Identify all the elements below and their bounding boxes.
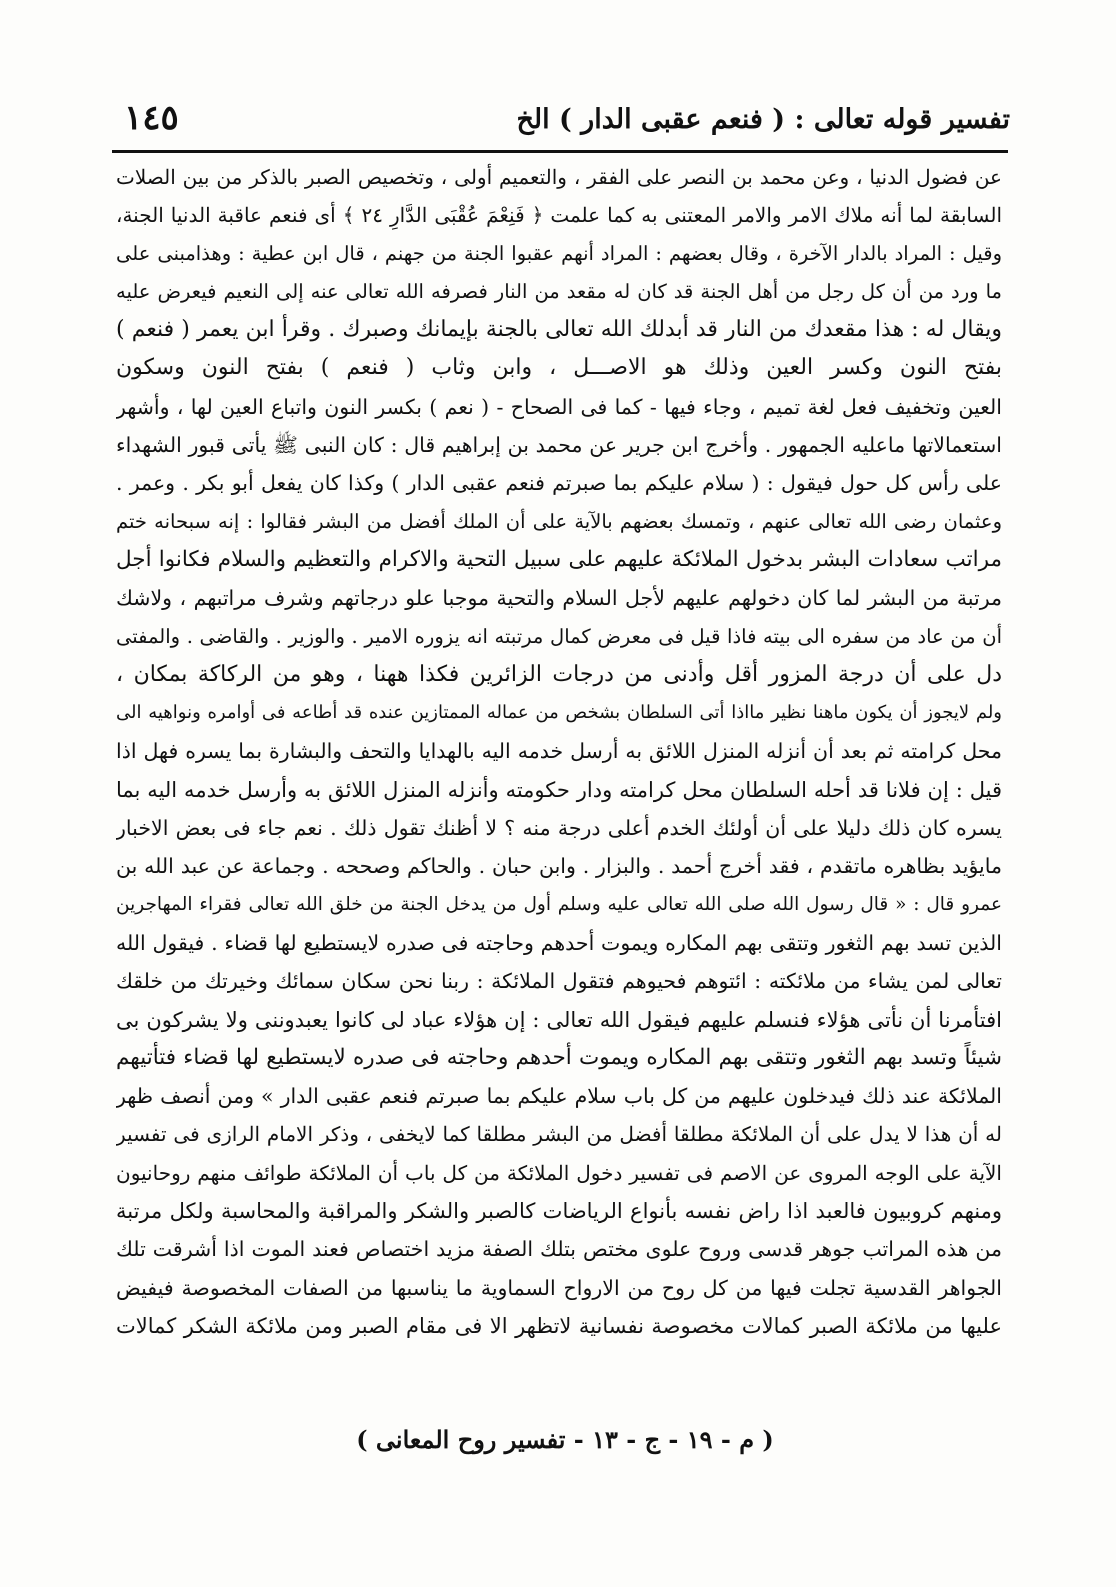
- text-line: مراتب سعادات البشر بدخول الملائكة عليهم على سبيل التحية والاكرام والتعظيم والسلام فكانوا أجل: [116, 546, 1002, 572]
- text-line: مايؤيد بظاهره ماتقدم ، فقد أخرج أحمد . والبزار . وابن حبان . والحاكم وصححه . وجماعة عن عبد الله بن: [116, 854, 1002, 879]
- text-line: عليها من ملائكة الصبر كمالات مخصوصة نفسانية لاتظهر الا فى مقام الصبر ومن ملائكة الشكر كمالات: [116, 1313, 1002, 1338]
- text-line: محل كرامته ثم بعد أن أنزله المنزل اللائق به أرسل خدمه اليه بالهدايا والتحف والبشارة بما يسره فهل اذا: [116, 739, 1002, 764]
- text-line: السابقة لما أنه ملاك الامر والامر المعتنى به كما علمت ﴿ فَنِعْمَ عُقْبَى الدَّارِ ٢٤ ﴾ أى فنعم عاقبة الدنيا الجنة،: [116, 203, 1002, 228]
- text-line: الملائكة عند ذلك فيدخلون عليهم من كل باب سلام عليكم بما صبرتم فنعم عقبى الدار » ومن أنصف ظهر: [116, 1084, 1002, 1109]
- text-line: استعمالاتها ماعليه الجمهور . وأخرج ابن جرير عن محمد بن إبراهيم قال : كان النبى ﷺ يأتى قبور الشهداء: [116, 433, 1002, 458]
- text-line: تعالى لمن يشاء من ملائكته : ائتوهم فحيوهم فتقول الملائكة : ربنا نحن سكان سمائك وخيرتك من خلقك: [116, 969, 1002, 994]
- text-line: ولم لايجوز أن يكون ماهنا نظير مااذا أتى السلطان بشخص من عماله الممتازين عنده قد أطاعه فى أوامره ونواهيه الى: [116, 702, 1002, 724]
- text-line: مرتبة من البشر لما كان دخولهم عليهم لأجل السلام والتحية موجبا علو درجاتهم وشرف مراتبهم ، ولاشك: [116, 586, 1002, 611]
- text-line: أن من عاد من سفره الى بيته فاذا قيل فى معرض كمال مرتبته انه يزوره الامير . والوزير . والقاضى . والمفتى: [116, 624, 1002, 648]
- page-number: ١٤٥: [124, 98, 179, 138]
- text-line: قيل : إن فلانا قد أحله السلطان محل كرامته ودار حكومته وأنزله المنزل اللائق به وأرسل خدمه اليه بما: [116, 777, 1002, 802]
- text-line: ويقال له : هذا مقعدك من النار قد أبدلك الله تعالى بالجنة بإيمانك وصبرك . وقرأ ابن يعمر ( فنعم ): [116, 317, 1002, 343]
- text-line: له أن هذا لا يدل على أن الملائكة مطلقا أفضل من البشر مطلقا كما لايخفى ، وذكر الامام الرازى فى تفسير: [116, 1122, 1002, 1147]
- text-line: العين وتخفيف فعل لغة تميم ، وجاء فيها - كما فى الصحاح - ( نعم ) بكسر النون واتباع العين لها ، وأشهر: [116, 394, 1002, 419]
- text-line: الذين تسد بهم الثغور وتتقى بهم المكاره ويموت أحدهم وحاجته فى صدره لايستطيع لها قضاء . فيقول الله: [116, 930, 1002, 955]
- text-line: يسره كان ذلك دليلا على أن أولئك الخدم أعلى درجة منه ؟ لا أظنك تقول ذلك . نعم جاء فى بعض الاخبار: [116, 816, 1002, 841]
- text-line: افتأمرنا أن نأتى هؤلاء فنسلم عليهم فيقول الله تعالى : إن هؤلاء عباد لى كانوا يعبدوننى ولا يشركون بى: [116, 1007, 1002, 1032]
- text-line: دل على أن درجة المزور أقل وأدنى من درجات الزائرين فكذا ههنا ، وهو من الركاكة بمكان ،: [116, 661, 1002, 687]
- text-line: الجواهر القدسية تجلت فيها من كل روح من الارواح السماوية ما يناسبها من الصفات المخصوصة فيفيض: [116, 1275, 1002, 1300]
- text-line: ما ورد من أن كل رجل من أهل الجنة قد كان له مقعد من النار فصرفه الله تعالى عنه إلى النعيم فيعرض عليه: [116, 279, 1002, 303]
- text-line: ومنهم كروبيون فالعبد اذا راض نفسه بأنواع الرياضات كالصبر والشكر والمراقبة والمحاسبة ولكل مرتبة: [116, 1199, 1002, 1224]
- text-line: عمرو قال : « قال رسول الله صلى الله تعالى عليه وسلم أول من يدخل الجنة من خلق الله تعالى فقراء المهاجرين: [116, 893, 1002, 915]
- text-line: بفتح النون وكسر العين وذلك هو الاصـــل ، وابن وثاب ( فنعم ) بفتح النون وسكون: [116, 355, 1002, 381]
- text-line: وقيل : المراد بالدار الآخرة ، وقال بعضهم : المراد أنهم عقبوا الجنة من جهنم ، قال ابن عطية : وهذامبنى على: [116, 241, 1002, 265]
- text-line: على رأس كل حول فيقول : ( سلام عليكم بما صبرتم فنعم عقبى الدار ) وكذا كان يفعل أبو بكر . وعمر .: [116, 471, 1002, 496]
- text-line: عن فضول الدنيا ، وعن محمد بن النصر على الفقر ، والتعميم أولى ، وتخصيص الصبر بالذكر من بين الصلات: [116, 165, 1002, 189]
- running-title: تفسير قوله تعالى : ( فنعم عقبى الدار ) الخ: [516, 104, 1010, 135]
- text-line: شيئاً وتسد بهم الثغور وتتقى بهم المكاره ويموت أحدهم وحاجته فى صدره لايستطيع لها قضاء فتأتيهم: [116, 1044, 1002, 1070]
- text-line: وعثمان رضى الله تعالى عنهم ، وتمسك بعضهم بالآية على أن الملك أفضل من البشر فقالوا : إنه سبحانه ختم: [116, 509, 1002, 533]
- page-header: [110, 98, 1010, 150]
- text-line: الآية على الوجه المروى عن الاصم فى تفسير دخول الملائكة من كل باب أن الملائكة طوائف منهم روحانيون: [116, 1160, 1002, 1185]
- signature-mark: ( م - ١٩ - ج - ١٣ - تفسير روح المعانى ): [356, 1425, 774, 1454]
- body-text: [116, 158, 1002, 1345]
- text-line: من هذه المراتب جوهر قدسى وروح علوى مختص بتلك الصفة مزيد اختصاص فعند الموت اذا أشرقت تلك: [116, 1237, 1002, 1262]
- header-divider: [112, 150, 1008, 153]
